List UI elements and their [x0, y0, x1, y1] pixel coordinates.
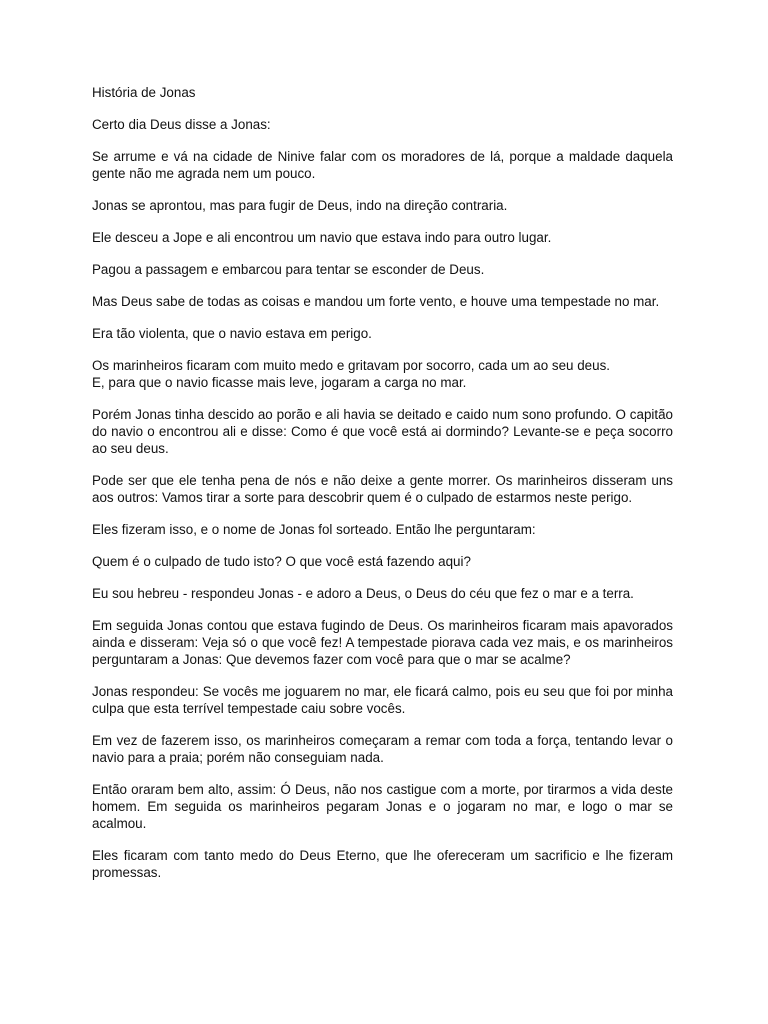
paragraph-6: Mas Deus sabe de todas as coisas e mandou um forte vento, e houve uma tempestade no mar.	[92, 294, 660, 309]
paragraph-12: Quem é o culpado de tudo isto? O que você está fazendo aqui?	[92, 554, 471, 569]
paragraph-13: Eu sou hebreu - respondeu Jonas - e adoro a Deus, o Deus do céu que fez o mar e a terra.	[92, 586, 634, 601]
paragraph-5: Pagou a passagem e embarcou para tentar se esconder de Deus.	[92, 262, 485, 277]
paragraph-16: Em vez de fazerem isso, os marinheiros começaram a remar com toda a força, tentando levar o navio para a praia; porém não conseguiam nada.	[92, 733, 673, 765]
paragraph-11: Eles fizeram isso, e o nome de Jonas fol sorteado. Então lhe perguntaram:	[92, 522, 536, 537]
document-page	[92, 84, 673, 896]
paragraph-4: Ele desceu a Jope e ali encontrou um navio que estava indo para outro lugar.	[92, 230, 552, 245]
paragraph-1: Certo dia Deus disse a Jonas:	[92, 117, 271, 132]
paragraph-10: Pode ser que ele tenha pena de nós e não deixe a gente morrer. Os marinheiros disseram uns aos outros: Vamos tirar a sorte para descobrir quem é o culpado de estarmos neste perigo.	[92, 473, 673, 505]
paragraph-9: Porém Jonas tinha descido ao porão e ali havia se deitado e caido num sono profundo. O capitão do navio o encontrou ali e disse: Como é que você está ai dormindo? Levante-se e peça socorro ao seu deus.	[92, 407, 673, 456]
paragraph-18: Eles ficaram com tanto medo do Deus Eterno, que lhe ofereceram um sacrificio e lhe fizeram promessas.	[92, 848, 673, 880]
paragraph-15: Jonas respondeu: Se vocês me joguarem no mar, ele ficará calmo, pois eu seu que foi por minha culpa que esta terrível tempestade caiu sobre vocês.	[92, 684, 673, 716]
paragraph-14: Em seguida Jonas contou que estava fugindo de Deus. Os marinheiros ficaram mais apavorados ainda e disseram: Veja só o que você fez! A tempestade piorava cada vez mais, e os marinheiros perguntaram a Jonas: Que devemos fazer com você para que o mar se acalme?	[92, 618, 673, 667]
paragraph-17: Então oraram bem alto, assim: Ó Deus, não nos castigue com a morte, por tirarmos a vida deste homem. Em seguida os marinheiros pegaram Jonas e o jogaram no mar, e logo o mar se acalmou.	[92, 782, 673, 831]
paragraph-3: Jonas se aprontou, mas para fugir de Deus, indo na direção contraria.	[92, 198, 508, 213]
paragraph-8: Os marinheiros ficaram com muito medo e gritavam por socorro, cada um ao seu deus. E, para que o navio ficasse mais leve, jogaram a carga no mar.	[92, 358, 610, 390]
paragraph-2: Se arrume e vá na cidade de Ninive falar com os moradores de lá, porque a maldade daquela gente não me agrada nem um pouco.	[92, 149, 673, 181]
paragraph-7: Era tão violenta, que o navio estava em perigo.	[92, 326, 372, 341]
document-title: História de Jonas	[92, 85, 196, 100]
